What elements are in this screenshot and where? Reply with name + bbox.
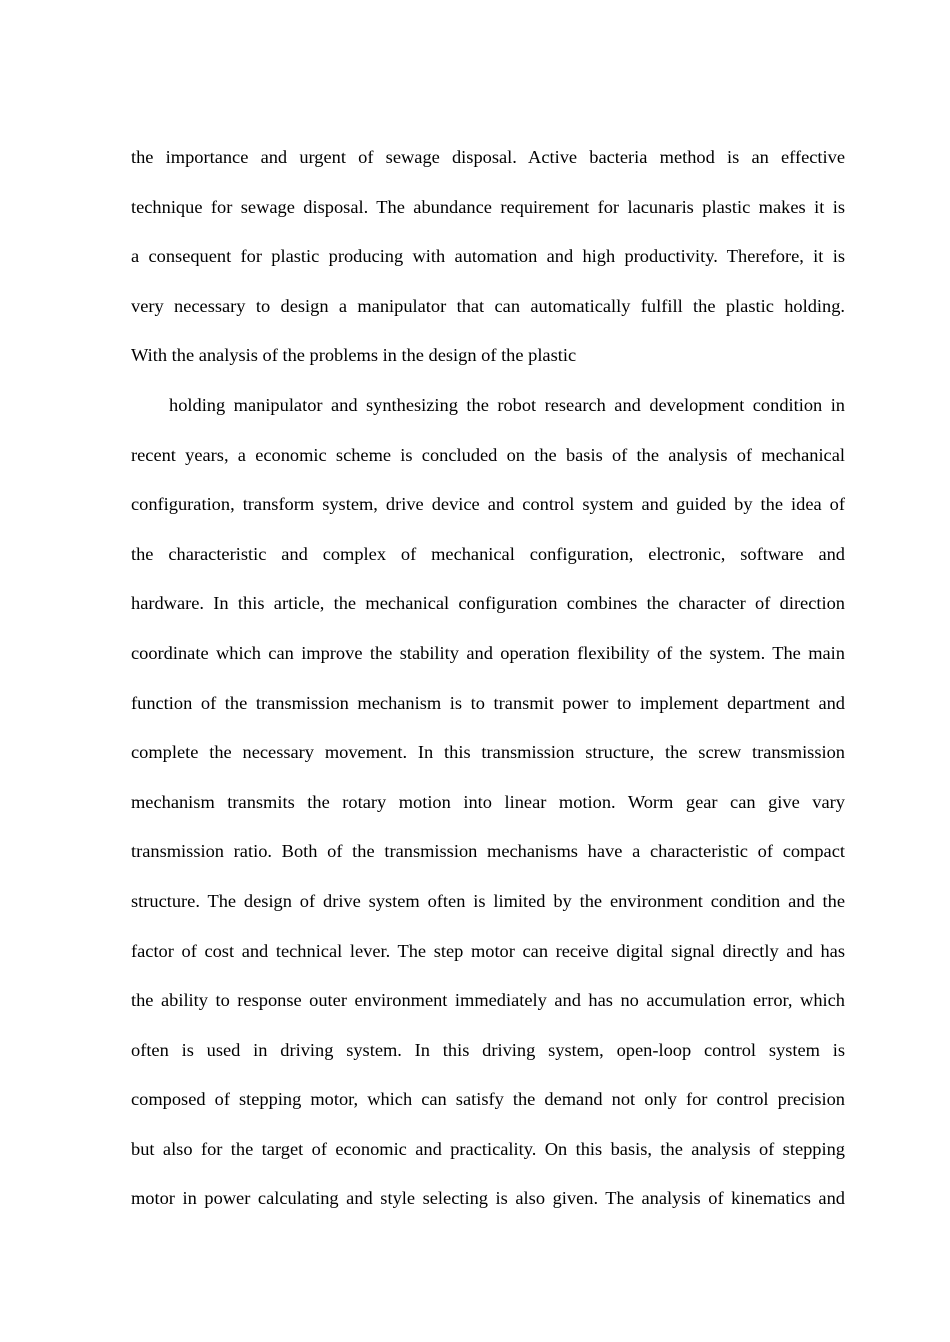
text-line: factor of cost and technical lever. The step motor can receive digital signal directly and has xyxy=(131,940,845,961)
text-line: recent years, a economic scheme is concluded on the basis of the analysis of mechanical xyxy=(131,444,845,465)
text-line: With the analysis of the problems in the design of the plastic xyxy=(131,345,577,366)
text-line: hardware. In this article, the mechanical configuration combines the character of direction xyxy=(131,593,845,614)
body-text xyxy=(131,133,845,1224)
text-line: the ability to response outer environment immediately and has no accumulation error, which xyxy=(131,990,845,1011)
text-line: often is used in driving system. In this driving system, open-loop control system is xyxy=(131,1039,845,1060)
paragraph xyxy=(131,133,845,381)
text-line: complete the necessary movement. In this transmission structure, the screw transmission xyxy=(131,742,845,763)
text-line: the characteristic and complex of mechanical configuration, electronic, software and xyxy=(131,543,845,564)
text-line: technique for sewage disposal. The abundance requirement for lacunaris plastic makes it is xyxy=(131,196,845,217)
text-line: a consequent for plastic producing with automation and high productivity. Therefore, it is xyxy=(131,246,845,267)
text-line: function of the transmission mechanism is to transmit power to implement department and xyxy=(131,692,845,713)
text-line: configuration, transform system, drive device and control system and guided by the idea of xyxy=(131,494,845,515)
text-line: very necessary to design a manipulator that can automatically fulfill the plastic holding. xyxy=(131,295,845,316)
text-line: transmission ratio. Both of the transmission mechanisms have a characteristic of compact xyxy=(131,841,845,862)
text-line: but also for the target of economic and practicality. On this basis, the analysis of stepping xyxy=(131,1138,845,1159)
text-line: the importance and urgent of sewage disposal. Active bacteria method is an effective xyxy=(131,147,845,167)
text-line: holding manipulator and synthesizing the robot research and development condition in xyxy=(169,394,845,415)
text-line: motor in power calculating and style selecting is also given. The analysis of kinematics and xyxy=(131,1188,845,1209)
text-line: mechanism transmits the rotary motion into linear motion. Worm gear can give vary xyxy=(131,791,845,812)
text-line: structure. The design of drive system often is limited by the environment condition and the xyxy=(131,890,845,911)
paragraph xyxy=(131,381,845,1224)
text-line: composed of stepping motor, which can satisfy the demand not only for control precision xyxy=(131,1089,845,1110)
text-line: coordinate which can improve the stability and operation flexibility of the system. The main xyxy=(131,642,845,663)
